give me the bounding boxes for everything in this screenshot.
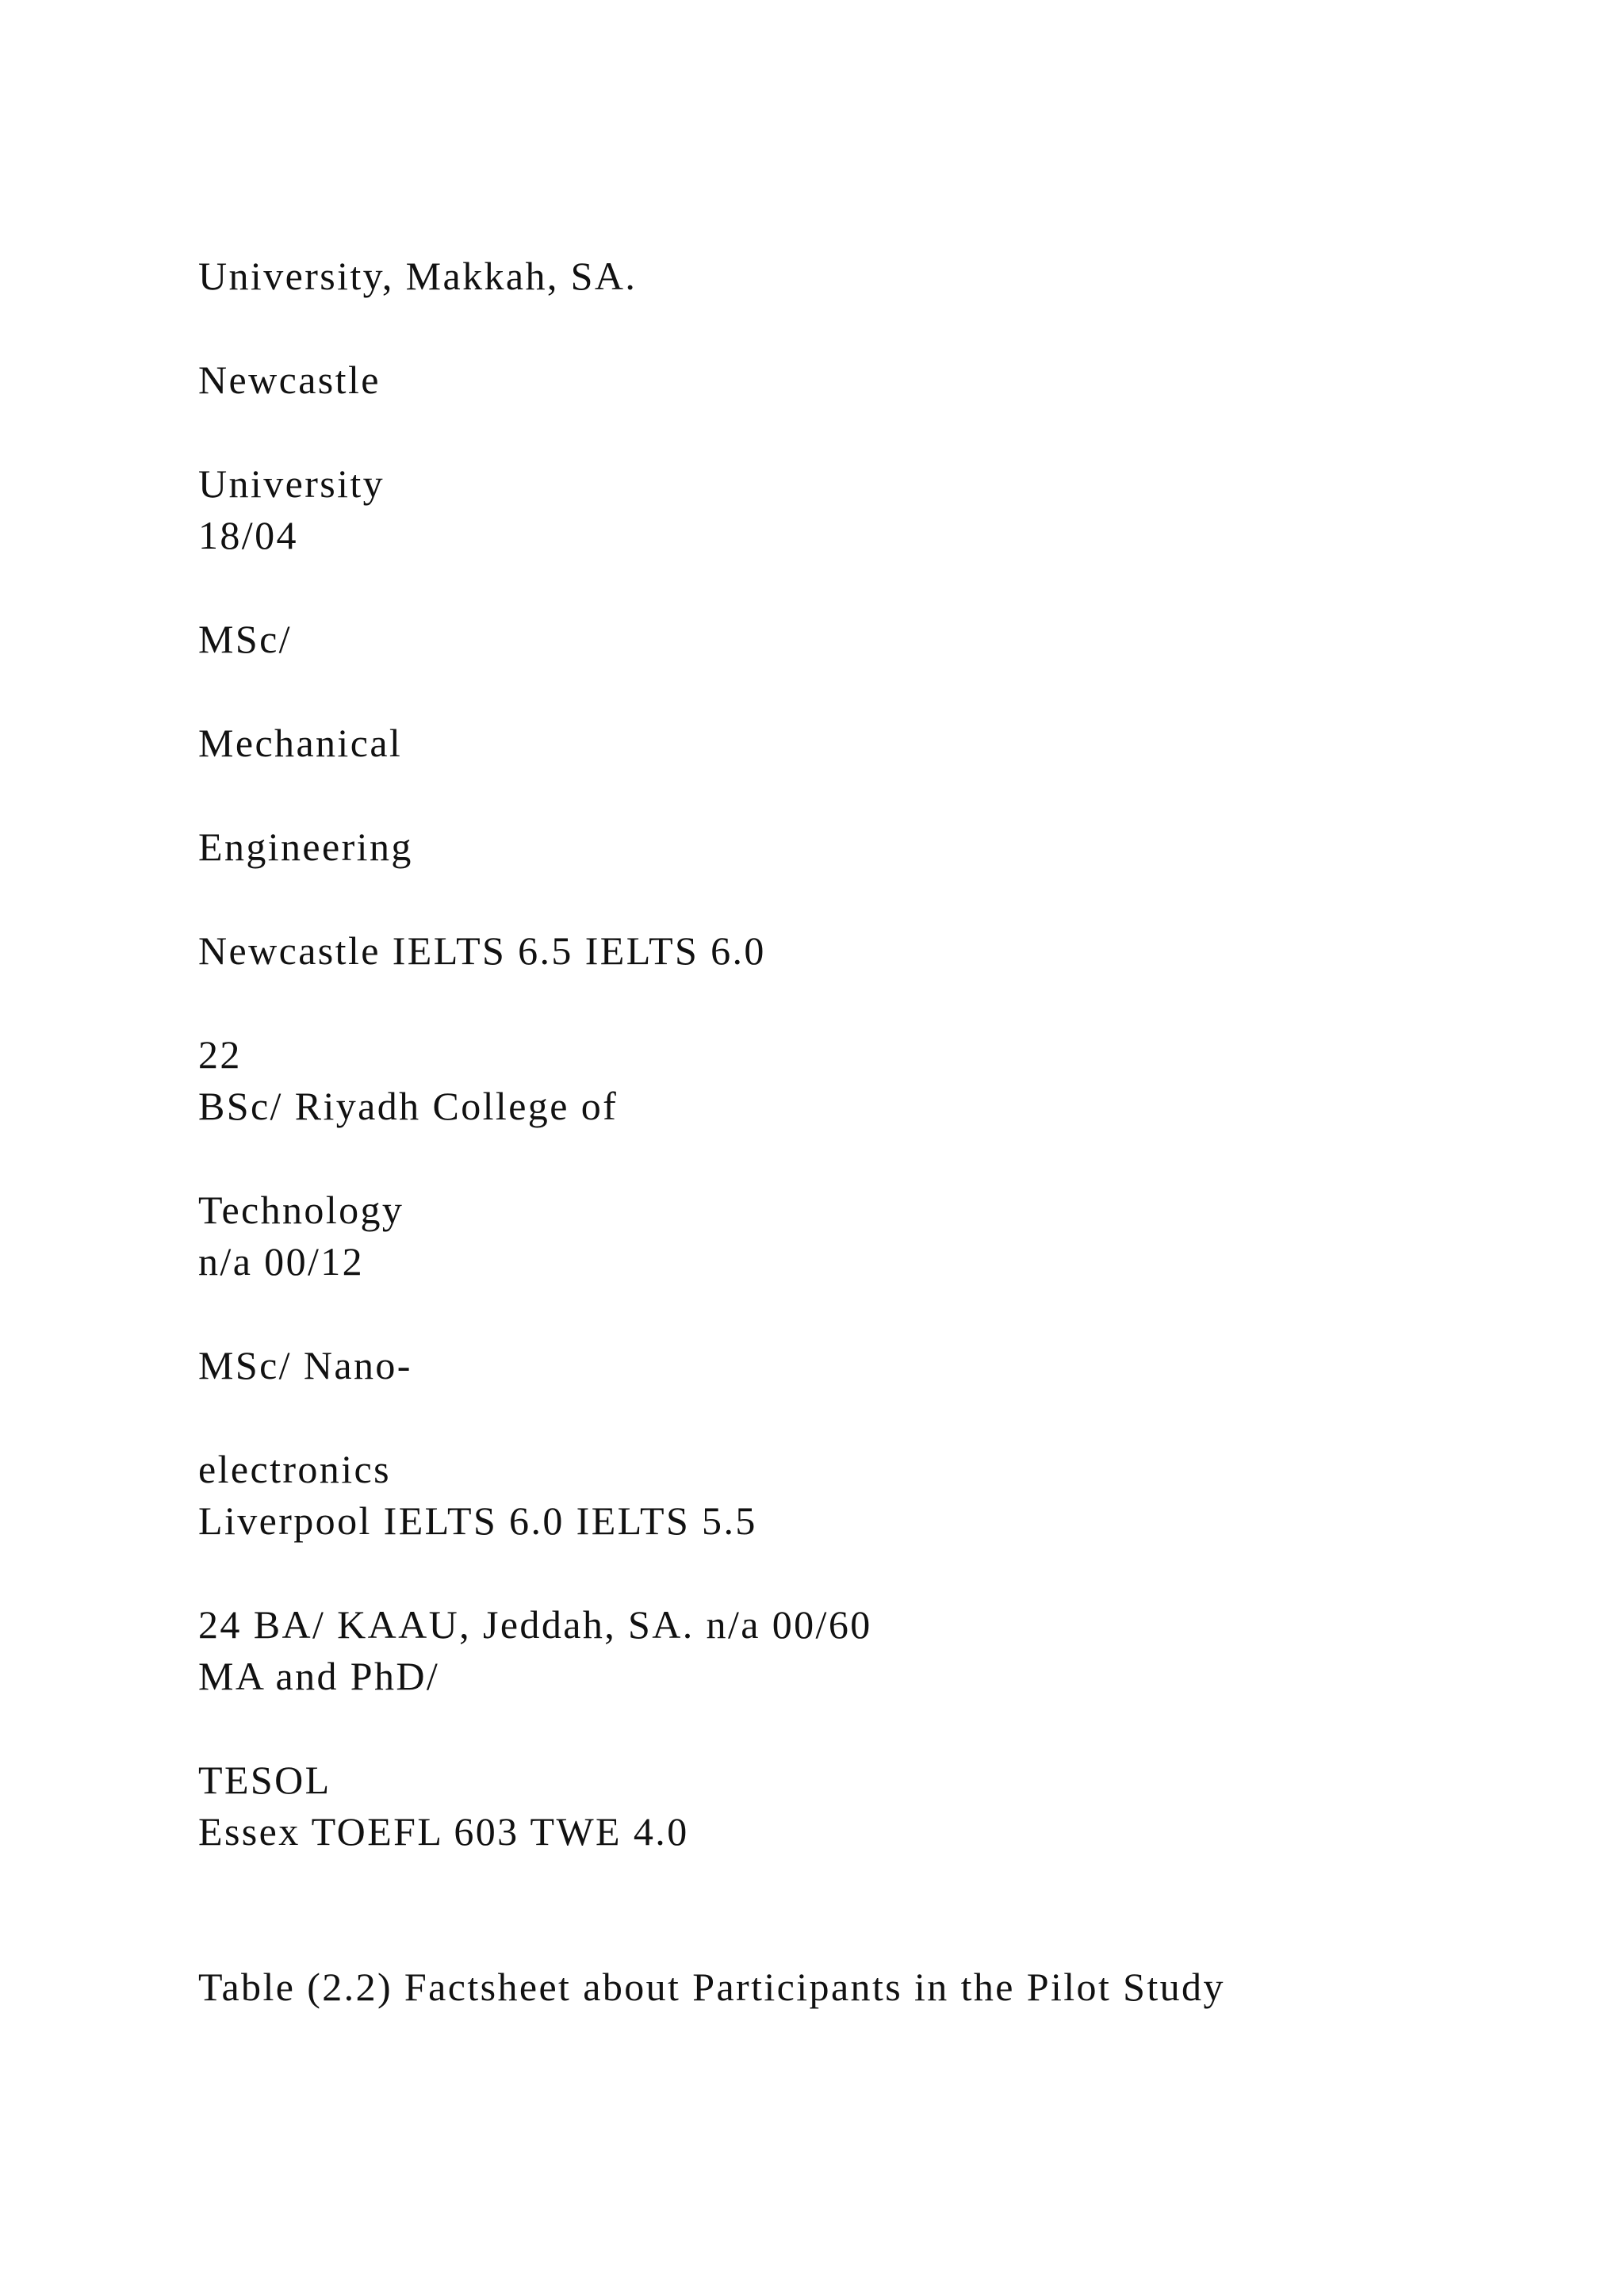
table-caption: Table (2.2) Factsheet about Participants in the Pilot Study xyxy=(198,1965,1225,2009)
text-line: University xyxy=(198,461,385,506)
text-line: BSc/ Riyadh College of xyxy=(198,1084,619,1128)
text-line: MSc/ xyxy=(198,617,292,661)
text-line: n/a 00/12 xyxy=(198,1239,365,1284)
text-line: electronics xyxy=(198,1447,391,1491)
text-line: MA and PhD/ xyxy=(198,1654,440,1698)
text-line: Essex TOEFL 603 TWE 4.0 xyxy=(198,1809,689,1854)
text-line: 18/04 xyxy=(198,513,298,557)
text-line: Engineering xyxy=(198,825,413,869)
text-line: 24 BA/ KAAU, Jeddah, SA. n/a 00/60 xyxy=(198,1602,872,1647)
text-line: University, Makkah, SA. xyxy=(198,254,638,298)
text-line: Newcastle xyxy=(198,358,381,402)
text-line: MSc/ Nano- xyxy=(198,1343,412,1387)
text-line: Newcastle IELTS 6.5 IELTS 6.0 xyxy=(198,928,766,973)
text-line: TESOL xyxy=(198,1758,331,1802)
text-line: Liverpool IELTS 6.0 IELTS 5.5 xyxy=(198,1498,757,1543)
text-line: Technology xyxy=(198,1188,404,1232)
text-line: Mechanical xyxy=(198,721,403,765)
text-line: 22 xyxy=(198,1032,242,1077)
